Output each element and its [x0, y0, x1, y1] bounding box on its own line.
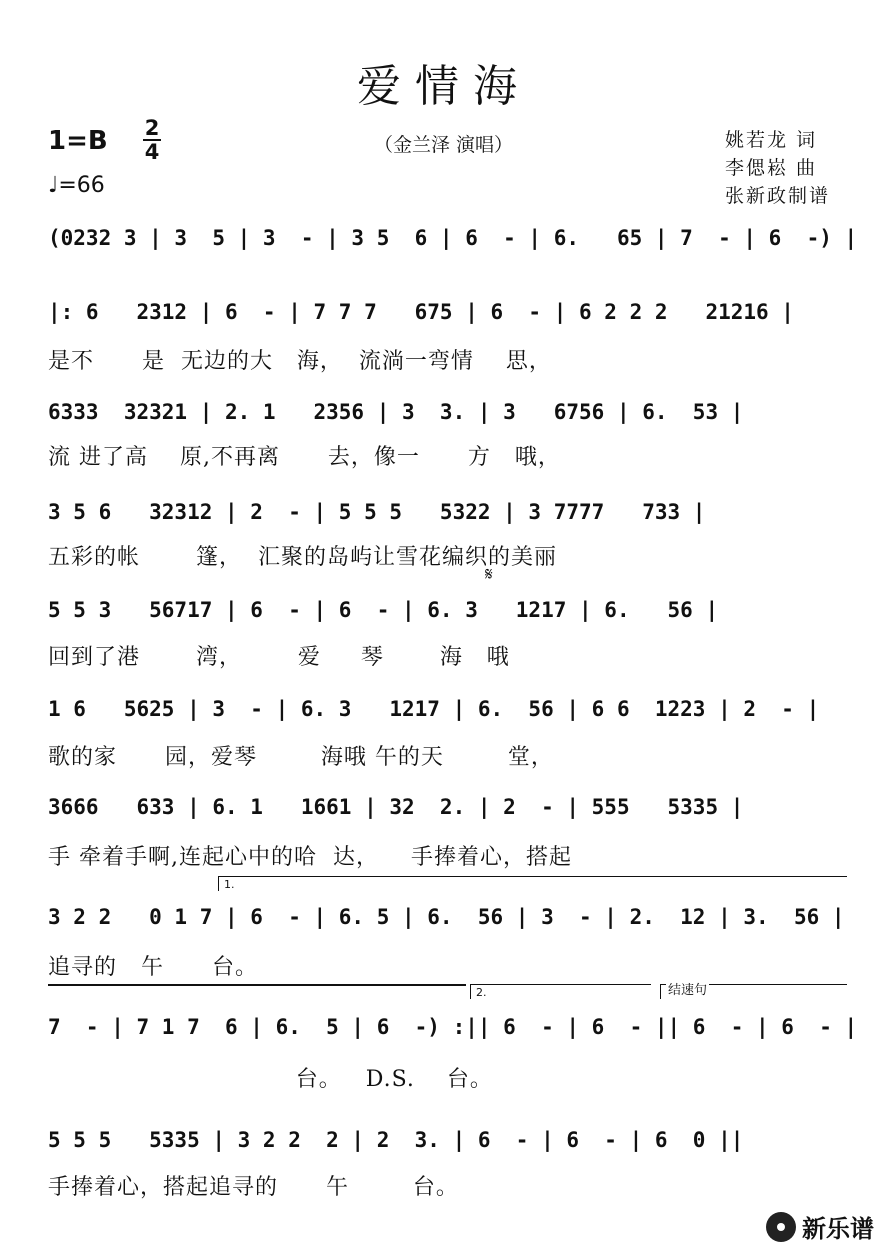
- site-logo: [766, 1209, 874, 1244]
- notation-row: 6333 32321 | 2. 1 2356 | 3 3. | 3 6756 | 6. 53 |: [48, 400, 744, 424]
- notation-row: 3666 633 | 6. 1 1661 | 32 2. | 2 - | 555 5335 |: [48, 795, 744, 819]
- lyric-row: 台。 D.S. 台。: [48, 1067, 493, 1092]
- arranger-credit: 张新政制谱: [725, 185, 831, 207]
- credits-block: [725, 126, 830, 210]
- lyric-row: 手 牵着手啊,连起心中的哈 达， 手捧着心，搭起: [48, 845, 572, 870]
- composer-credit: 李偲崧 曲: [725, 157, 818, 179]
- first-ending-bracket: [218, 876, 847, 891]
- lyric-row: 回到了港 湾， 爱 琴 海 哦: [48, 645, 510, 670]
- lyric-row: 流 进了高 原,不再离 去，像一 方 哦，: [48, 445, 561, 470]
- notation-row: 5 5 3 56717 | 6 - | 6 - | 6. 3 1217 | 6. 56 |: [48, 598, 719, 622]
- second-ending-bracket: [470, 984, 651, 999]
- notation-row: 3 5 6 32312 | 2 - | 5 5 5 5322 | 3 7777 733 |: [48, 500, 706, 524]
- lyric-row: 五彩的帐 篷， 汇聚的岛屿让雪花编织的美丽: [48, 545, 557, 570]
- key-signature: 1=B: [48, 126, 108, 156]
- notation-row: 1 6 5625 | 3 - | 6. 3 1217 | 6. 56 | 6 6 1223 | 2 - |: [48, 697, 820, 721]
- first-ending-label: 1.: [224, 878, 235, 891]
- logo-text: 新乐谱: [802, 1215, 874, 1243]
- time-signature-top: 2: [144, 116, 160, 140]
- singer-credit: （金兰泽 演唱）: [374, 134, 514, 156]
- coda-label: 结速句: [666, 979, 709, 998]
- time-signature-bottom: 4: [144, 140, 160, 164]
- notation-row: |: 6 2312 | 6 - | 7 7 7 675 | 6 - | 6 2 2 2 21216 |: [48, 300, 794, 324]
- segno-sign: 𝄋: [485, 564, 493, 585]
- time-signature: [143, 117, 161, 163]
- second-ending-label: 2.: [476, 986, 487, 999]
- lyric-row: 追寻的 午 台。: [48, 955, 258, 980]
- lyricist-credit: 姚若龙 词: [725, 129, 818, 151]
- notation-row: (0232 3 | 3 5 | 3 - | 3 5 6 | 6 - | 6. 65 | 7 - | 6 -) |: [48, 226, 858, 250]
- music-disc-icon: [766, 1212, 796, 1242]
- song-title: 爱情海: [357, 61, 531, 112]
- notation-row: 3 2 2 0 1 7 | 6 - | 6. 5 | 6. 56 | 3 - | 2. 12 | 3. 56 |: [48, 905, 845, 929]
- notation-row: 7 - | 7 1 7 6 | 6. 5 | 6 -) :|| 6 - | 6 - || 6 - | 6 - |: [48, 1015, 858, 1039]
- tempo-marking: ♩=66: [48, 173, 105, 198]
- lyric-row: 手捧着心，搭起追寻的 午 台。: [48, 1175, 459, 1200]
- notation-row: 5 5 5 5335 | 3 2 2 2 | 2 3. | 6 - | 6 - | 6 0 ||: [48, 1128, 744, 1152]
- first-ending-line: [48, 984, 466, 986]
- lyric-row: 是不 是 无边的大 海， 流淌一弯情 思，: [48, 349, 552, 374]
- lyric-row: 歌的家 园，爱琴 海哦 午的天 堂，: [48, 745, 554, 770]
